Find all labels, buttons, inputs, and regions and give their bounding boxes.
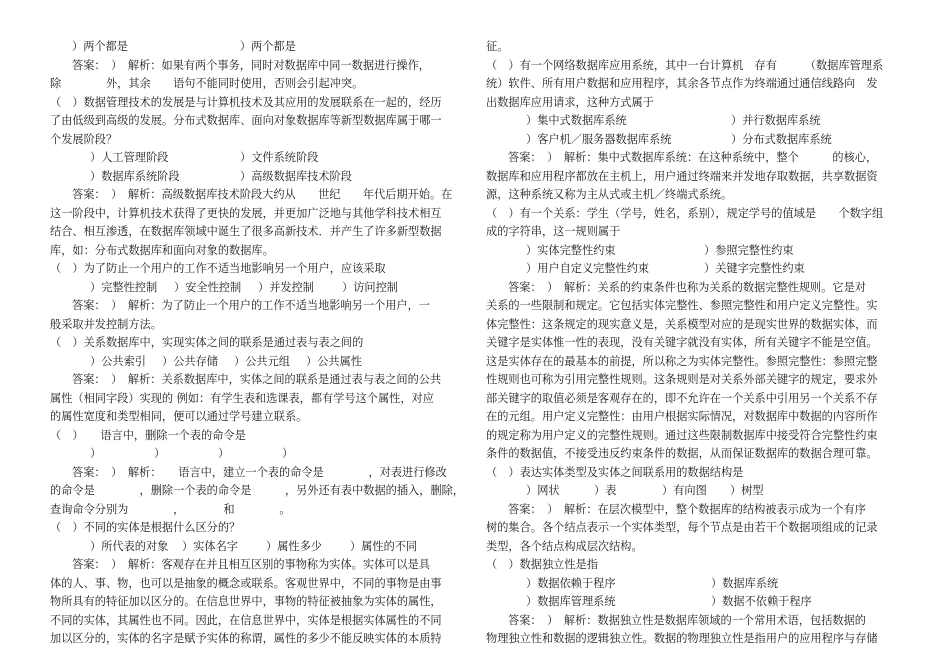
option: ）实体完整性约束	[526, 243, 616, 257]
text-line: 答案： ） 解析：高级数据库技术阶段大约从 世纪 年代后期开始。在	[72, 188, 453, 201]
option: ）用户自定义完整性约束	[526, 262, 650, 275]
option-row	[50, 279, 465, 298]
option-row	[486, 593, 904, 612]
option-row	[486, 112, 904, 131]
text-line: （ ） 语言中，删除一个表的命令是	[50, 428, 246, 442]
text-line: 库，如：分布式数据库和面向对象的数据库。	[50, 243, 274, 257]
text-line: 在的元组。用户定义完整性：由用户根据实际情况，对数据库中数据的内容所作	[486, 410, 878, 423]
text-line: 树的集合。各个结点表示一个实体类型，每个节点是由若干个数据项组成的记录	[486, 521, 878, 534]
text-line: 这是实体存在的最基本的前提，所以称之为实体完整性。参照完整性：参照完整	[486, 354, 878, 368]
option: ）表	[594, 484, 617, 497]
text-line: 这一阶段中，计算机技术获得了更快的发展，并更加广泛地与其他学科技术相互	[50, 206, 442, 220]
text-line: 关系的一些限制和规定。它包括实体完整性、参照完整性和用户定义完整性。实	[486, 299, 878, 312]
text-line: （ ）数据独立性是指	[486, 558, 598, 571]
option: ）分布式数据库系统	[731, 132, 832, 146]
text-line: 出数据库应用请求，这种方式属于	[486, 95, 654, 109]
option-row	[486, 131, 904, 150]
text-line: 的规定称为用户定义的完整性规则。通过这些限制数据库中接受符合完整性约束	[486, 428, 878, 442]
option: ）关键字完整性约束	[704, 262, 805, 275]
text-line: 查询命令分别为 ， 和 。	[50, 502, 291, 516]
option: ）数据库管理系统	[526, 595, 616, 608]
text-line: 答案： ） 解析：集中式数据库系统：在这种系统中，整个 的核心，	[508, 151, 878, 164]
text-line: （ ）数据管理技术的发展是与计算机技术及其应用的发展联系在一起的，经历	[50, 95, 442, 109]
text-line: 结合、相互渗透，在数据库领域中诞生了很多高新技术．并产生了许多新型数据	[50, 225, 442, 238]
text-line: （ ）有一个关系：学生（学号，姓名，系别），规定学号的值域是 个数字组	[486, 206, 884, 220]
text-line: 答案： ） 解析：关系数据库中，实体之间的联系是通过表与表之间的公共	[72, 373, 442, 386]
option: ）并行数据库系统	[731, 114, 821, 127]
text-line: 源，这种系统又称为主从式或主机／终端式系统。	[486, 188, 733, 201]
text-line: （ ）有一个网络数据库应用系统，其中一台计算机 存有 （数据库管理系	[486, 58, 884, 72]
text-line: 物理独立性和数据的逻辑独立性。数据的物理独立性是指用户的应用程序与存储	[486, 632, 878, 645]
option: ）树型	[730, 484, 764, 497]
option: ）安全性控制	[174, 280, 242, 294]
text-line: 部关键字的取值必须是客观存在的，即不允许在一个关系中引用另一个关系不存	[486, 391, 878, 405]
text-line: 数据库和应用程序都放在主机上，用户通过终端来并发地存取数据，共享数据资	[486, 169, 878, 183]
text-line: 物所具有的特征加以区分的。在信息世界中，事物的特征被抽象为实体的属性，	[50, 595, 442, 608]
option: ）数据不依赖于程序	[711, 595, 812, 608]
text-line: 般采取并发控制方法。	[50, 317, 162, 331]
option: ）数据依赖于程序	[526, 576, 616, 590]
text-line: 答案： ） 解析： 语言中，建立一个表的命令是 ，对表进行修改	[72, 465, 447, 479]
option: ）数据库系统阶段	[90, 169, 180, 183]
text-line: 类型，各个结点构成层次结构。	[486, 539, 643, 553]
text-line: 加以区分的，实体的名字是赋予实体的称谓，属性的多少不能反映实体的本质特	[50, 632, 442, 645]
option: ）	[154, 447, 166, 460]
option: ）高级数据库技术阶段	[240, 169, 352, 183]
option: ）文件系统阶段	[240, 151, 319, 164]
text-line: 答案： ） 解析：客观存在并且相互区别的事物称为实体。实体可以是具	[72, 558, 430, 571]
option: ）并发控制	[258, 280, 314, 294]
option-row	[50, 149, 465, 168]
option: ）	[90, 447, 102, 460]
text-line: 答案： ） 解析：关系的约束条件也称为关系的数据完整性规则。它是对	[508, 280, 866, 294]
option-row	[50, 445, 465, 464]
text-line: 性规则也可称为引用完整性规则。这条规则是对关系外部关键字的规定，要求外	[486, 373, 878, 386]
text-line: 答案： ） 解析：如果有两个事务，同时对数据库中同一数据进行操作，	[72, 58, 430, 72]
option: ）属性的不同	[350, 539, 418, 553]
text-line: （ ）表达实体类型及实体之间联系用的数据结构是	[486, 465, 744, 479]
option: ）人工管理阶段	[90, 151, 169, 164]
option: ）	[282, 447, 294, 460]
option: ）有向图	[662, 484, 707, 497]
option: ）参照完整性约束	[704, 243, 794, 257]
text-line: 成的字符串，这一规则属于	[486, 225, 621, 238]
option: ）网状	[526, 484, 560, 497]
right-column	[486, 38, 904, 649]
text-line: 除 外，其余 语句不能同时使用，否则会引起冲突。	[50, 77, 364, 90]
option: ）公共属性	[306, 354, 362, 368]
text-line: （ ）关系数据库中，实现实体之间的联系是通过表与表之间的	[50, 336, 364, 349]
text-line: 统）软件、所有用户数据和应用程序，其余各节点作为终端通过通信线路向 发	[486, 77, 878, 90]
text-line: 不同的实体，其属性也不同。因此，在信息世界中，实体是根据实体属性的不同	[50, 613, 442, 627]
option: ）公共存储	[162, 354, 218, 368]
option: ）访问控制	[342, 280, 398, 294]
text-line: 的命令是 ，删除一个表的命令是 ，另外还有表中数据的插入，删除，	[50, 484, 464, 497]
left-column	[50, 38, 465, 649]
text-line: 个发展阶段？	[50, 132, 118, 146]
option: ）公共元组	[234, 354, 290, 368]
option: ）公共索引	[90, 354, 146, 368]
option-row	[486, 242, 904, 261]
option: ）数据库系统	[711, 576, 779, 590]
option: ）集中式数据库系统	[526, 114, 627, 127]
option-row	[50, 353, 465, 372]
option-row	[486, 482, 904, 501]
option-row	[486, 260, 904, 279]
text-line: 的属性宽度和类型相同，便可以通过学号建立联系。	[50, 410, 308, 423]
option: ）客户机／服务器数据库系统	[526, 132, 672, 146]
option: ）实体名字	[182, 539, 238, 553]
option-row	[50, 168, 465, 187]
text-line: 条件的数据值，不接受违反约束条件的数据，从而保证数据库的数据合理可靠。	[486, 447, 878, 460]
text-line: （ ）为了防止一个用户的工作不适当地影响另一个用户，应该采取	[50, 262, 386, 275]
text-line: 关键字是实体惟一性的表现，没有关键字就没有实体，所有关键字不能是空值。	[486, 336, 878, 349]
text-line: 属性（相同字段）实现的 例如：有学生表和选课表，都有学号这个属性，对应	[50, 391, 434, 405]
option: ）	[218, 447, 230, 460]
text-line: 答案： ） 解析：数据独立性是数据库领域的一个常用术语，包括数据的	[508, 613, 866, 627]
text-line: 体的人、事、物，也可以是抽象的概念或联系。客观世界中，不同的事物是由事	[50, 576, 442, 590]
text-line: 答案： ） 解析：在层次模型中，整个数据库的结构被表示成为一个有序	[508, 502, 866, 516]
option: ）所代表的对象	[90, 539, 169, 553]
text-line: （ ）不同的实体是根据什么区分的？	[50, 521, 241, 534]
text-line: 答案： ） 解析：为了防止一个用户的工作不适当地影响另一个用户，一	[72, 299, 430, 312]
text-line: ）两个都是 ）两个都是	[72, 40, 296, 53]
text-line: 体完整性：这条规定的现实意义是，关系模型对应的是现实世界的数据实体，而	[486, 317, 878, 331]
option: ）属性多少	[266, 539, 322, 553]
text-line: 了由低级到高级的发展。分布式数据库、面向对象数据库等新型数据库属于哪一	[50, 114, 442, 127]
option-row	[50, 538, 465, 557]
option-row	[486, 575, 904, 594]
text-line: 征。	[486, 40, 509, 53]
option: ）完整性控制	[90, 280, 158, 294]
